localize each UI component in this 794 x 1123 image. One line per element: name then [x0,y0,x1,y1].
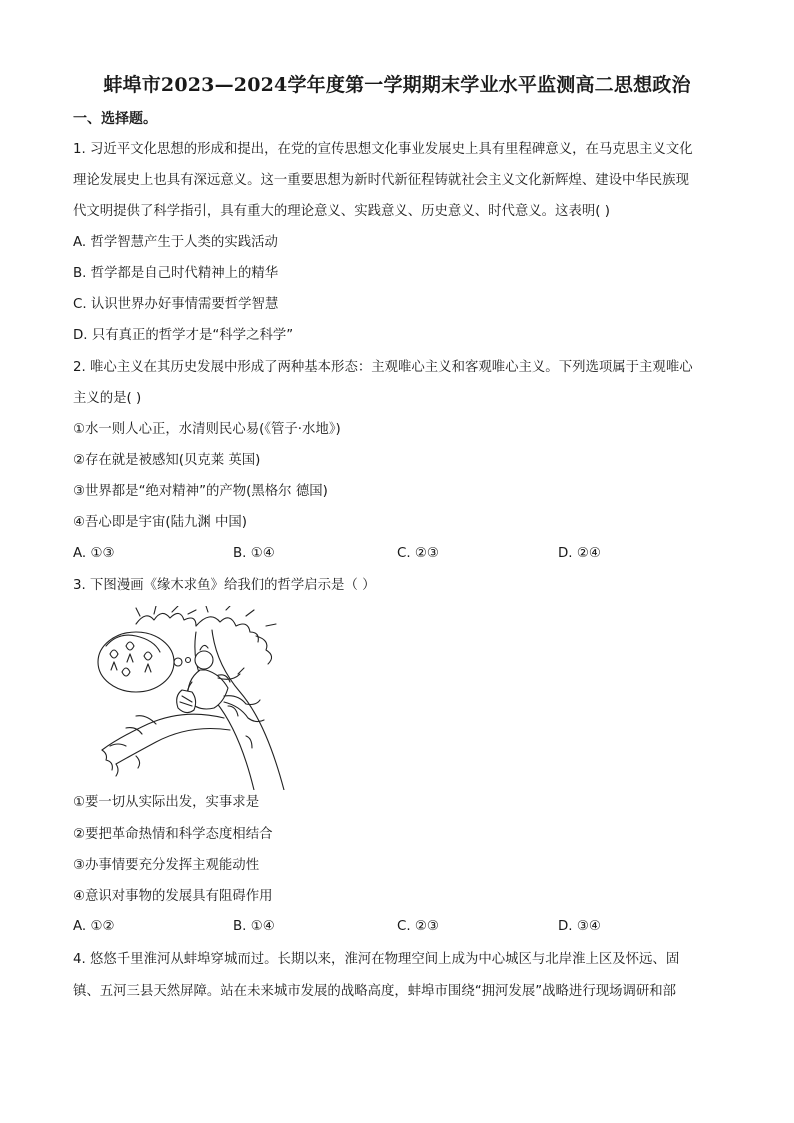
q3-statement-4: ④意识对事物的发展具有阻碍作用 [73,889,273,904]
q1-stem-line-3: 代文明提供了科学指引，具有重大的理论意义、实践意义、历史意义、时代意义。这表明( ) [73,204,610,219]
q3-option-c: C. ②③ [397,919,439,934]
q2-statement-3: ③世界都是“绝对精神”的产物(黑格尔 德国) [73,484,328,499]
q3-options [73,919,733,937]
q3-statement-3: ③办事情要充分发挥主观能动性 [73,858,260,873]
cartoon-climbing-tree-for-fish [96,606,310,790]
q2-option-a: A. ①③ [73,546,115,561]
q4-stem-line-1: 4. 悠悠千里淮河从蚌埠穿城而过。长期以来，淮河在物理空间上成为中心城区与北岸淮上区及怀远、固 [73,952,680,967]
q4-stem-line-2: 镇、五河三县天然屏障。站在未来城市发展的战略高度，蚌埠市围绕“拥河发展”战略进行现场调研和部 [73,984,677,999]
q3-option-b: B. ①④ [233,919,275,934]
q1-stem-line-1: 1. 习近平文化思想的形成和提出，在党的宣传思想文化事业发展史上具有里程碑意义，在马克思主义文化 [73,142,693,157]
section-heading: 一、选择题。 [73,111,157,127]
q3-option-d: D. ③④ [558,919,601,934]
q2-statement-2: ②存在就是被感知(贝克莱 英国) [73,453,261,468]
q1-choice-b: B. 哲学都是自己时代精神上的精华 [73,266,279,281]
q1-choice-a: A. 哲学智慧产生于人类的实践活动 [73,235,278,250]
q2-statement-4: ④吾心即是宇宙(陆九渊 中国) [73,515,248,530]
q1-stem-line-2: 理论发展史上也具有深远意义。这一重要思想为新时代新征程铸就社会主义文化新辉煌、建设中华民族现 [73,173,689,188]
q3-statement-2: ②要把革命热情和科学态度相结合 [73,827,273,842]
climbing-man [177,645,264,721]
q1-choice-d: D. 只有真正的哲学才是“科学之科学” [73,328,294,343]
q2-option-c: C. ②③ [397,546,439,561]
q3-stem-line-1: 3. 下图漫画《缘木求鱼》给我们的哲学启示是（ ） [73,578,376,593]
q2-options [73,546,733,564]
q1-choice-c: C. 认识世界办好事情需要哲学智慧 [73,297,279,312]
q2-statement-1: ①水一则人心正，水清则民心易(《管子·水地》) [73,422,341,437]
q2-stem-line-2: 主义的是( ) [73,391,142,406]
q3-statement-1: ①要一切从实际出发，实事求是 [73,795,260,810]
q2-stem-line-1: 2. 唯心主义在其历史发展中形成了两种基本形态：主观唯心主义和客观唯心主义。下列选项属于主观唯心 [73,360,693,375]
q2-option-b: B. ①④ [233,546,275,561]
q2-option-d: D. ②④ [558,546,601,561]
q3-option-a: A. ①② [73,919,115,934]
page-title: 蚌埠市2023—2024学年度第一学期期末学业水平监测高二思想政治 [103,74,691,96]
